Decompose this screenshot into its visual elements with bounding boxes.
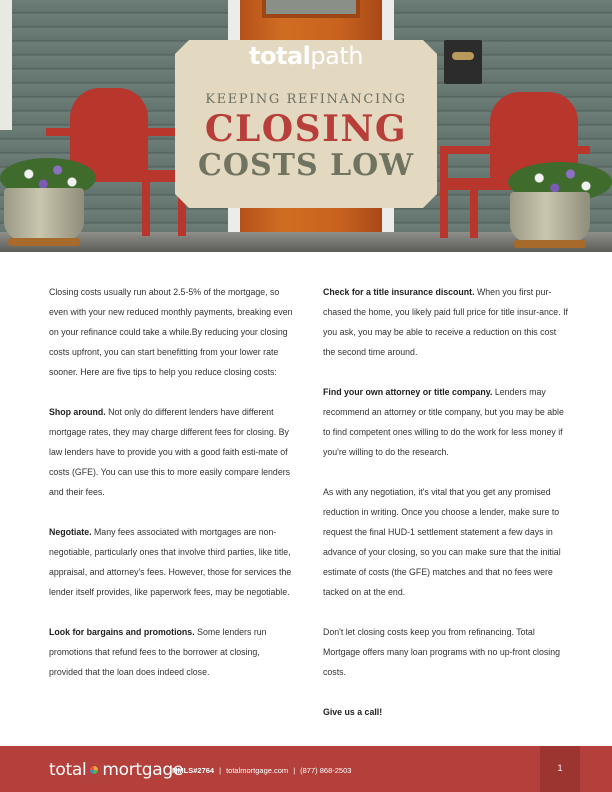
right-chair-leg bbox=[440, 154, 448, 238]
page-number: 1 bbox=[557, 763, 563, 773]
tip-heading: Negotiate. bbox=[49, 527, 92, 537]
mailbox-slot bbox=[452, 52, 474, 60]
intro-paragraph bbox=[49, 282, 295, 382]
website-link[interactable]: totalmortgage.com bbox=[226, 766, 289, 775]
logo-light: path bbox=[310, 42, 363, 70]
mailbox-icon bbox=[444, 40, 482, 84]
totalpath-logo bbox=[175, 42, 437, 70]
right-planter bbox=[510, 192, 590, 242]
left-chair-seat bbox=[88, 170, 184, 182]
tip-paragraph bbox=[49, 402, 295, 502]
phone-number[interactable]: (877) 868-2503 bbox=[300, 766, 352, 775]
total-mortgage-logo bbox=[49, 760, 183, 780]
title-line-2: COSTS LOW bbox=[197, 148, 415, 183]
tip-paragraph bbox=[49, 622, 295, 682]
left-chair-arm bbox=[46, 128, 186, 136]
left-planter bbox=[4, 188, 84, 240]
paragraph-text: Lenders may recommend an attorney or title company, but you may be able to find competent ones willing to do the work for less money if you're willing to do the research. bbox=[323, 387, 564, 457]
tip-paragraph bbox=[49, 522, 295, 602]
tip-paragraph bbox=[323, 382, 569, 462]
paragraph-text: As with any negotiation, it's vital that you get any promised reduction in writing. Once you choose a lender, make sure to request the final HUD-1 settlement statement a few days in advance of your closing, so you can make sure that the initial estimate of costs (the GFE) matches and that no fees were tacked on at the end. bbox=[323, 487, 561, 597]
right-chair-leg bbox=[470, 188, 478, 238]
logo-text-mortgage: mortgage bbox=[102, 760, 184, 780]
title-line-1: CLOSING bbox=[204, 108, 408, 150]
tip-paragraph bbox=[323, 282, 569, 362]
paragraph-text: Closing costs usually run about 2.5-5% of the mortgage, so even with your new reduced monthly payments, breaking even on your refinance could take a while.By reducing your closing costs upfront, you can start benefitting from your lower rate sooner. Here are five tips to help you reduce closing costs: bbox=[49, 287, 293, 377]
right-planter-base bbox=[514, 240, 586, 248]
call-to-action bbox=[323, 702, 569, 722]
logo-bold: total bbox=[249, 42, 311, 70]
window-trim bbox=[0, 0, 12, 130]
left-planter-base bbox=[8, 238, 80, 246]
separator: | bbox=[293, 766, 296, 775]
nmls-number: NMLS#2764 bbox=[172, 766, 215, 775]
tip-heading: Look for bargains and promotions. bbox=[49, 627, 195, 637]
paragraph-text: Some lenders run promotions that refund fees to the borrower at closing, provided that the loan does indeed close. bbox=[49, 627, 267, 677]
paragraph-text: Don't let closing costs keep you from refinancing. Total Mortgage offers many loan programs with no up-front closing costs. bbox=[323, 627, 560, 677]
separator: | bbox=[219, 766, 222, 775]
closing-paragraph bbox=[323, 622, 569, 682]
tip-heading: Shop around. bbox=[49, 407, 106, 417]
mortgage-logo-icon bbox=[87, 763, 101, 777]
closing-paragraph bbox=[323, 482, 569, 602]
tip-heading: Find your own attorney or title company. bbox=[323, 387, 493, 397]
paragraph-text: Many fees associated with mortgages are non-negotiable, particularly ones that involve third parties, like title, appraisal, and attorney's fees. However, those for services the lender itself provides, like paperwork fees, may be negotiable. bbox=[49, 527, 292, 597]
footer-contact bbox=[172, 766, 351, 776]
paragraph-text: When you first pur-chased the home, you likely paid full price for title insur-ance. If you ask, you may be able to receive a reduction on this cost the second time around. bbox=[323, 287, 568, 357]
left-chair-leg bbox=[142, 180, 150, 236]
left-column bbox=[49, 282, 295, 702]
tip-heading: Check for a title insurance discount. bbox=[323, 287, 475, 297]
paragraph-text: Not only do different lenders have different mortgage rates, they may charge different fees for closing. By law lenders have to provide you with a good faith esti-mate of costs (GFE). You can use this to more easily compare lenders and their fees. bbox=[49, 407, 291, 497]
right-column bbox=[323, 282, 569, 742]
door-window bbox=[262, 0, 360, 18]
right-chair-arm bbox=[440, 146, 590, 154]
cta-heading: Give us a call! bbox=[323, 707, 383, 717]
logo-text-total: total bbox=[49, 760, 87, 780]
title-subtitle: KEEPING REFINANCING bbox=[205, 92, 407, 107]
